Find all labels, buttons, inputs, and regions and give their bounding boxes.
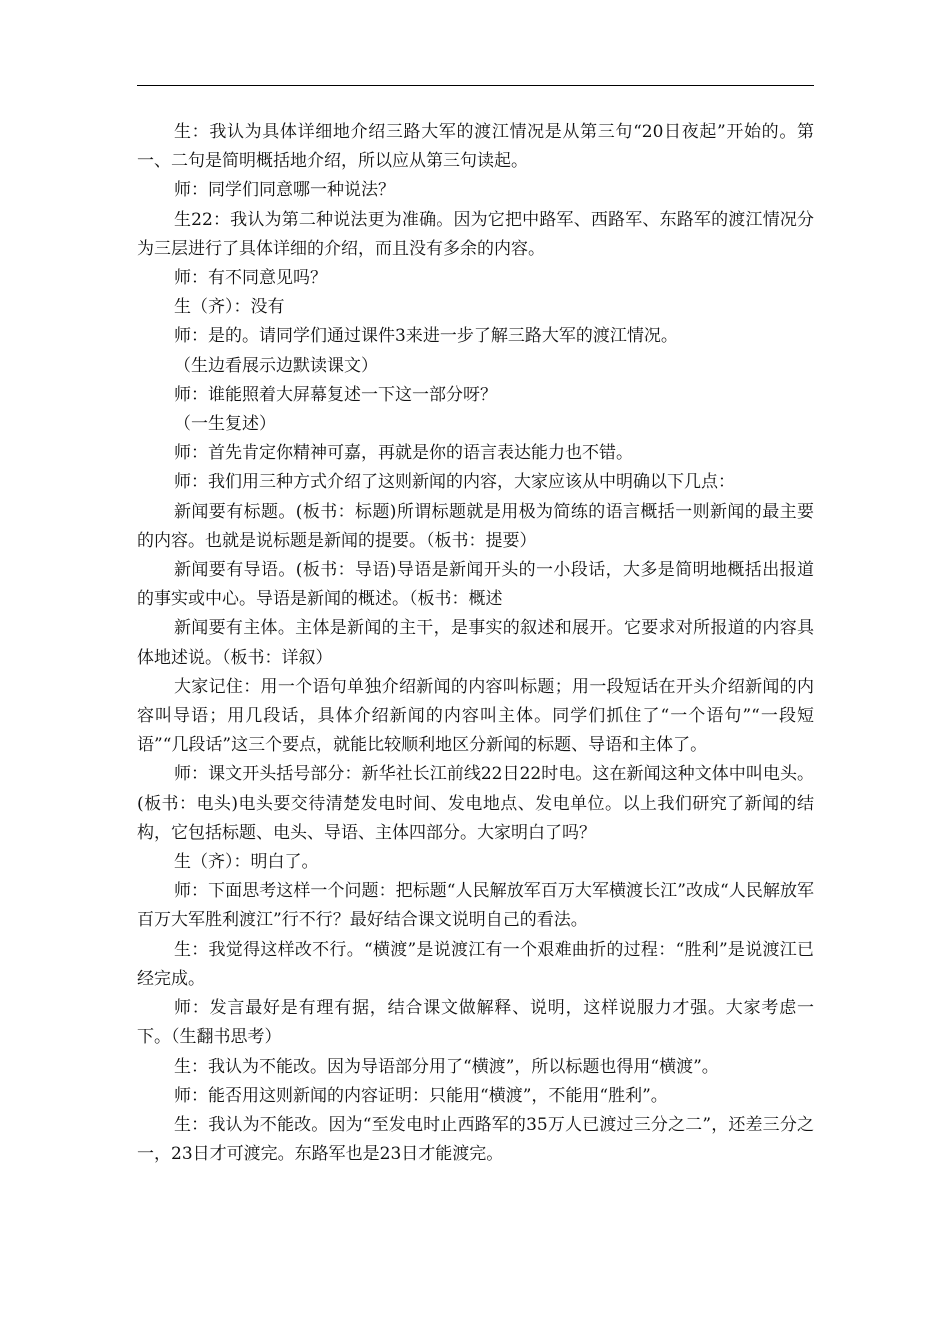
paragraph: 师：有不同意见吗？ <box>174 268 327 289</box>
paragraph: 新闻要有导语。(板书：导语)导语是新闻开头的一小段话，大多是简明地概括出报道的事实或中心。导语是新闻的概述。（板书：概述 <box>137 560 814 610</box>
paragraph: 师：是的。请同学们通过课件3来进一步了解三路大军的渡江情况。 <box>174 326 678 347</box>
paragraph: 生：我认为不能改。因为导语部分用了“横渡”，所以标题也得用“横渡”。 <box>174 1056 719 1077</box>
paragraph: 生22：我认为第二种说法更为准确。因为它把中路军、西路军、东路军的渡江情况分为三层进行了具体详细的介绍，而且没有多余的内容。 <box>137 209 814 259</box>
paragraph: 师：同学们同意哪一种说法？ <box>174 180 395 201</box>
paragraph: 生：我认为不能改。因为“至发电时止西路军的35万人已渡过三分之二”，还差三分之一，23日才可渡完。东路军也是23日才能渡完。 <box>137 1114 814 1165</box>
paragraph: 师：我们用三种方式介绍了这则新闻的内容，大家应该从中明确以下几点： <box>174 472 735 493</box>
paragraph: （一生复述） <box>174 414 276 435</box>
paragraph: 师：首先肯定你精神可嘉，再就是你的语言表达能力也不错。 <box>174 443 633 464</box>
paragraph: 生（齐）：明白了。 <box>174 852 319 873</box>
paragraph: 师：能否用这则新闻的内容证明：只能用“横渡”，不能用“胜利”。 <box>174 1085 668 1106</box>
paragraph: 生（齐）：没有 <box>174 297 285 318</box>
paragraph: 新闻要有主体。主体是新闻的主干，是事实的叙述和展开。它要求对所报道的内容具体地述说。（板书：详叙） <box>137 618 814 668</box>
paragraph: 师：发言最好是有理有据，结合课文做解释、说明，这样说服力才强。大家考虑一下。（生翻书思考） <box>137 998 814 1048</box>
header-rule <box>137 85 814 86</box>
paragraph: 生：我觉得这样改不行。“横渡”是说渡江有一个艰难曲折的过程：“胜利”是说渡江已经完成。 <box>137 939 814 989</box>
paragraph: 大家记住：用一个语句单独介绍新闻的内容叫标题；用一段短话在开头介绍新闻的内容叫导语；用几段话，具体介绍新闻的内容叫主体。同学们抓住了“一个语句”“一段短语”“几段话”这三个要点，就能比较顺利地区分新闻的标题、导语和主体了。 <box>137 676 814 756</box>
paragraph: 生：我认为具体详细地介绍三路大军的渡江情况是从第三句“20日夜起”开始的。第一、二句是简明概括地介绍，所以应从第三句读起。 <box>137 122 814 172</box>
paragraph: 师：谁能照着大屏幕复述一下这一部分呀？ <box>174 384 497 405</box>
paragraph: 师：下面思考这样一个问题：把标题“人民解放军百万大军横渡长江”改成“人民解放军百万大军胜利渡江”行不行？最好结合课文说明自己的看法。 <box>137 881 814 931</box>
paragraph: （生边看展示边默读课文） <box>174 355 378 376</box>
paragraph: 新闻要有标题。(板书：标题)所谓标题就是用极为简练的语言概括一则新闻的最主要的内容。也就是说标题是新闻的提要。（板书：提要） <box>137 501 814 551</box>
document-body <box>137 118 814 1169</box>
paragraph: 师：课文开头括号部分：新华社长江前线22日22时电。这在新闻这种文体中叫电头。(板书：电头)电头要交待清楚发电时间、发电地点、发电单位。以上我们研究了新闻的结构，它包括标题、电头、导语、主体四部分。大家明白了吗？ <box>137 764 814 843</box>
